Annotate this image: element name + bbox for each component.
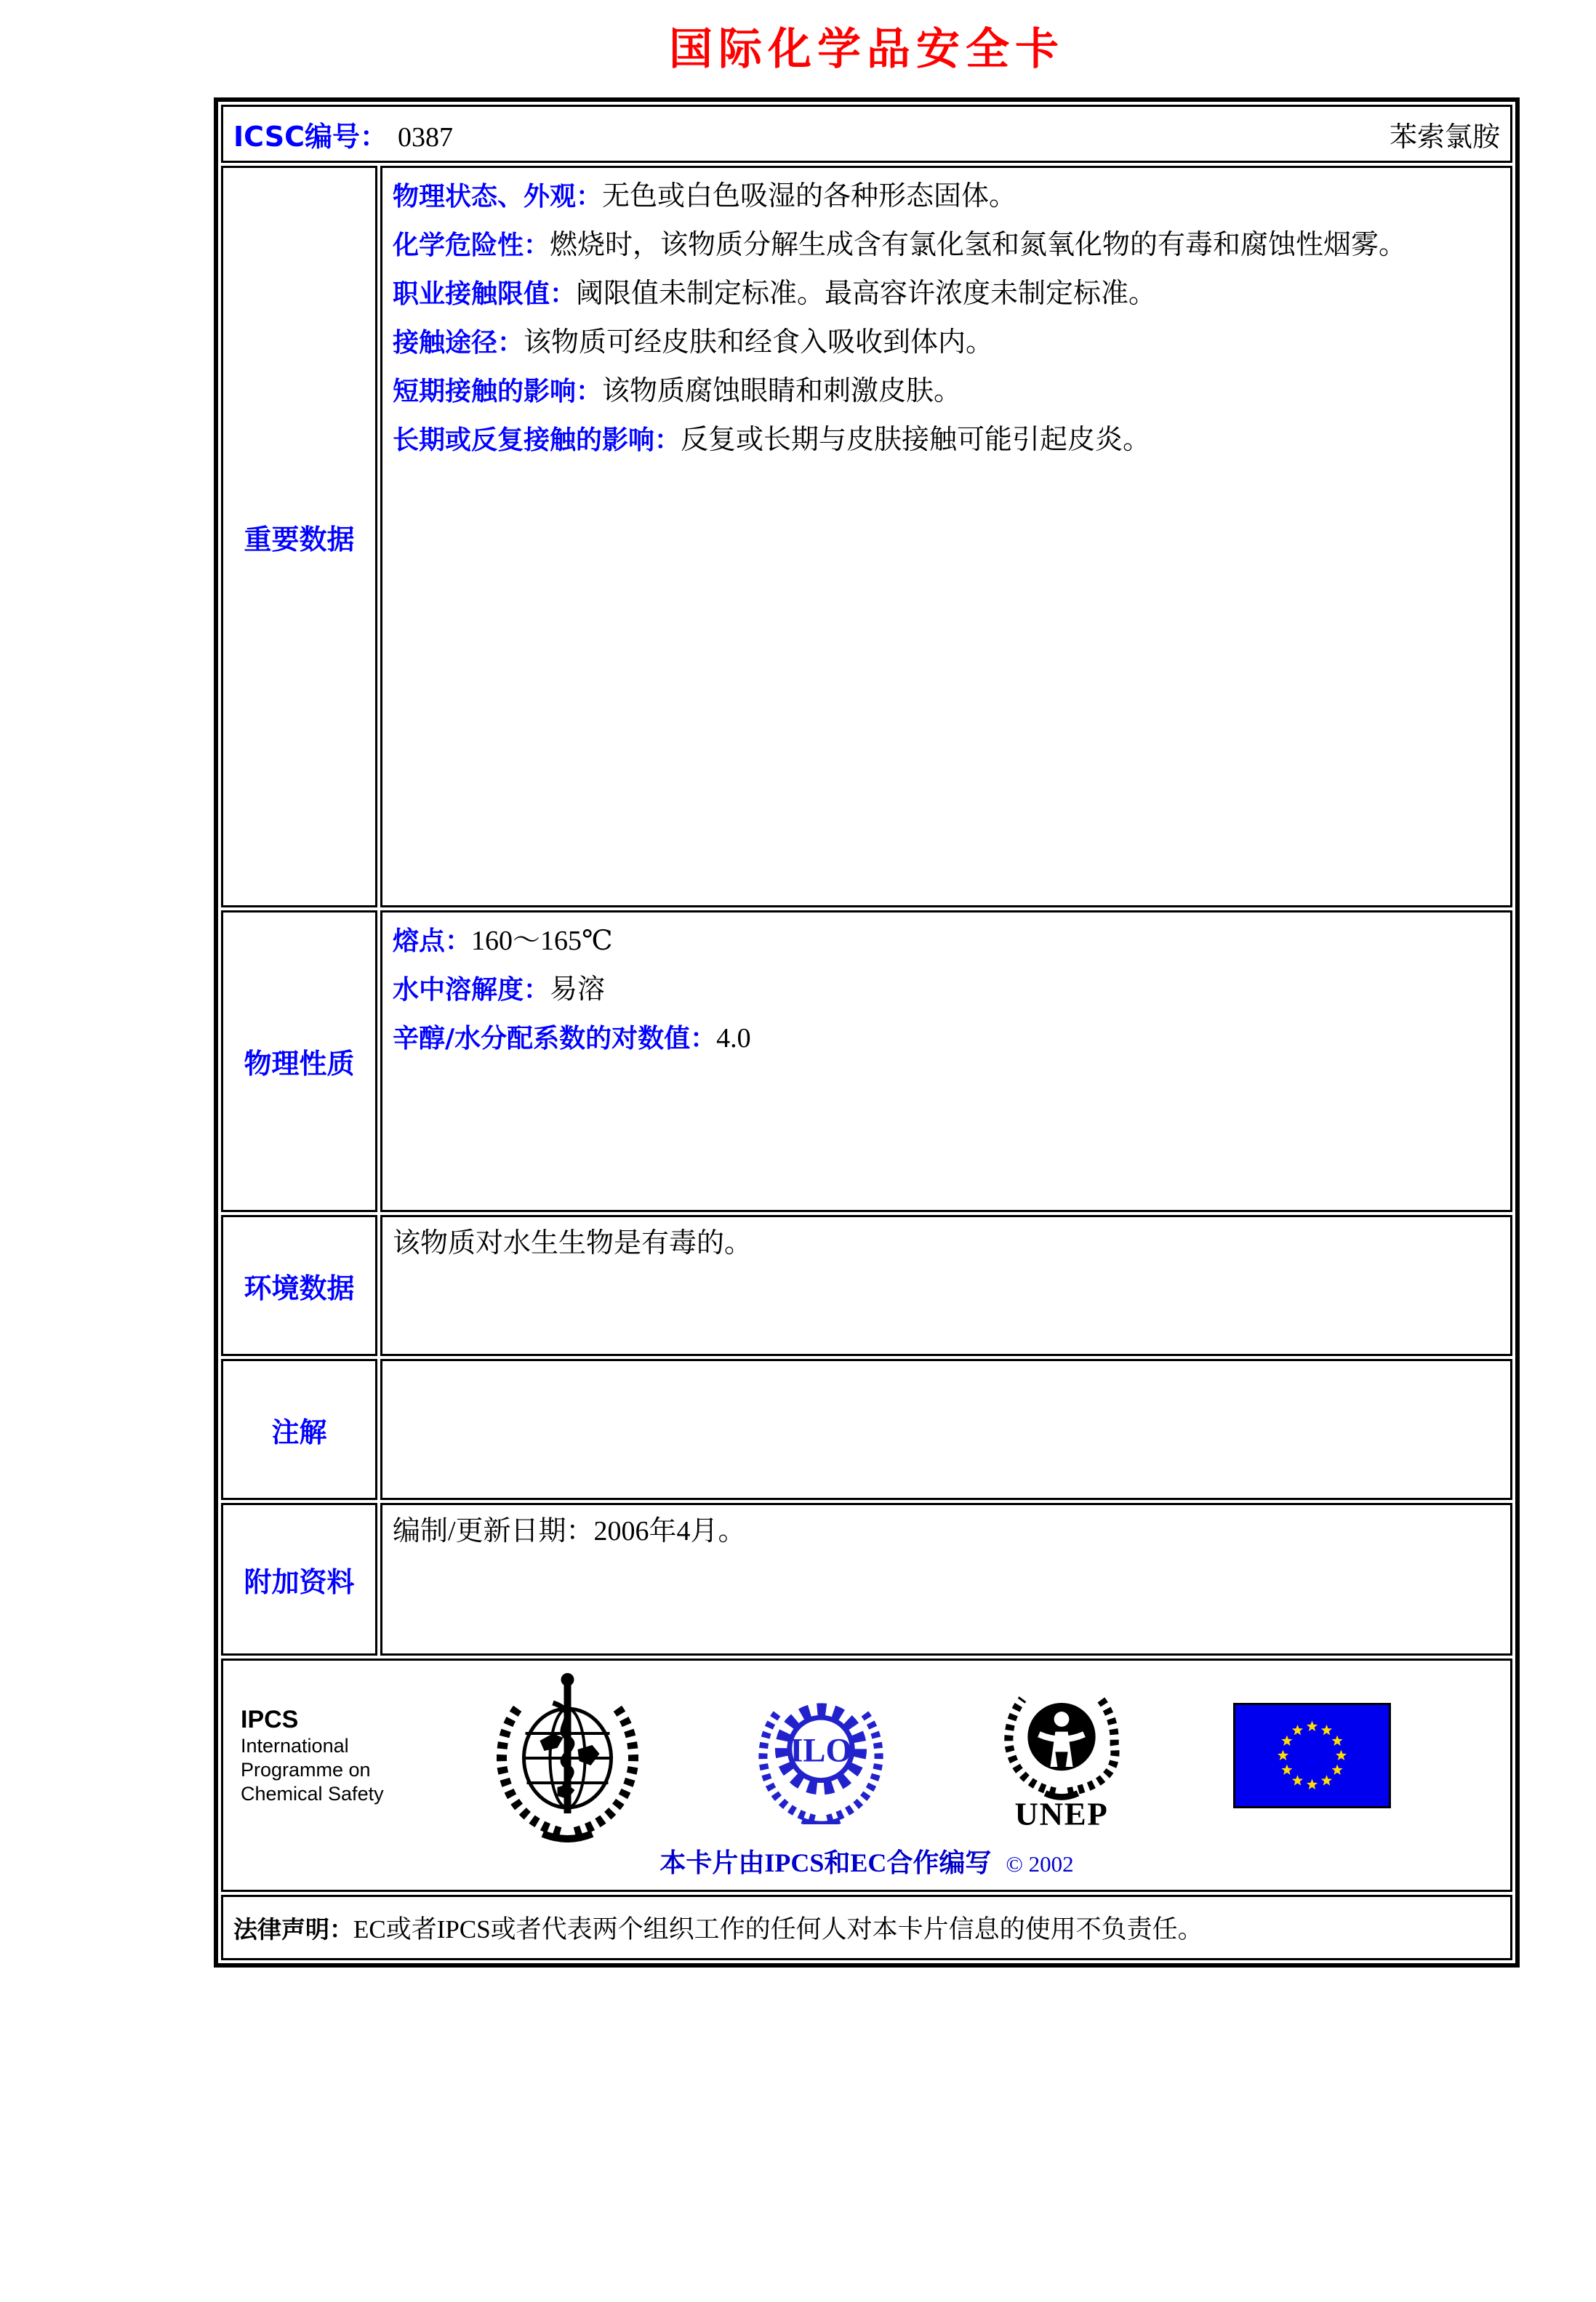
section-label-important-data: 重要数据 bbox=[221, 166, 377, 907]
icsc-number-value: 0387 bbox=[398, 121, 453, 153]
table-row bbox=[221, 1359, 1512, 1500]
ilo-letters: ILO bbox=[790, 1731, 853, 1770]
copyright-text: © 2002 bbox=[1006, 1851, 1074, 1877]
section-label-environmental-data: 环境数据 bbox=[221, 1215, 377, 1356]
logos-cell bbox=[221, 1659, 1512, 1892]
list-item bbox=[393, 318, 1500, 367]
table-row bbox=[221, 1215, 1512, 1356]
safety-card-table bbox=[214, 97, 1520, 1968]
who-logo-icon bbox=[486, 1668, 649, 1842]
icsc-header-cell bbox=[221, 105, 1512, 163]
unep-letters: UNEP bbox=[1014, 1795, 1109, 1830]
cooperation-caption bbox=[233, 1842, 1500, 1885]
ipcs-text-block bbox=[241, 1705, 384, 1806]
field-label: 物理状态、外观： bbox=[393, 182, 603, 212]
list-item bbox=[393, 917, 1500, 966]
eu-flag-icon bbox=[1233, 1703, 1391, 1808]
list-item bbox=[393, 367, 1500, 416]
safety-card-sheet bbox=[214, 0, 1520, 1968]
table-row bbox=[221, 105, 1512, 163]
list-item bbox=[393, 172, 1500, 221]
legal-cell bbox=[221, 1895, 1512, 1960]
notes-content bbox=[380, 1359, 1512, 1500]
additional-info-content bbox=[380, 1503, 1512, 1656]
table-row bbox=[221, 1659, 1512, 1892]
environmental-data-text: 该物质对水生生物是有毒的。 bbox=[393, 1228, 753, 1259]
field-value: 该物质腐蚀眼睛和刺激皮肤。 bbox=[602, 376, 962, 406]
ipcs-line2: Programme on bbox=[241, 1758, 371, 1781]
section-label-additional-info: 附加资料 bbox=[221, 1503, 377, 1656]
field-value: 该物质可经皮肤和经食入吸收到体内。 bbox=[524, 327, 994, 358]
ipcs-line1: International bbox=[241, 1734, 349, 1757]
important-data-content bbox=[380, 166, 1512, 907]
field-label: 长期或反复接触的影响： bbox=[393, 425, 681, 455]
list-item bbox=[393, 270, 1500, 318]
field-label: 接触途径： bbox=[393, 328, 524, 358]
field-value: 4.0 bbox=[716, 1023, 751, 1054]
field-label: 熔点： bbox=[393, 926, 472, 956]
ipcs-acronym: IPCS bbox=[241, 1705, 299, 1733]
field-value: 阈限值未制定标准。最高容许浓度未制定标准。 bbox=[576, 278, 1157, 309]
list-item bbox=[393, 1014, 1500, 1063]
field-label: 水中溶解度： bbox=[393, 975, 550, 1005]
environmental-data-content bbox=[380, 1215, 1512, 1356]
legal-text: EC或者IPCS或者代表两个组织工作的任何人对本卡片信息的使用不负责任。 bbox=[353, 1915, 1203, 1944]
ipcs-line3: Chemical Safety bbox=[241, 1782, 384, 1805]
ilo-logo-icon bbox=[752, 1686, 890, 1824]
field-value: 反复或长期与皮肤接触可能引起皮炎。 bbox=[681, 425, 1151, 455]
legal-label: 法律声明： bbox=[233, 1914, 353, 1944]
field-label: 短期接触的影响： bbox=[393, 377, 603, 406]
unep-logo-icon bbox=[993, 1681, 1131, 1830]
field-value: 160～165℃ bbox=[471, 926, 613, 956]
caption-text: 本卡片由IPCS和EC合作编写 bbox=[659, 1848, 992, 1877]
field-value: 易溶 bbox=[550, 974, 606, 1005]
table-row bbox=[221, 910, 1512, 1212]
list-item bbox=[393, 966, 1500, 1014]
list-item bbox=[393, 221, 1500, 270]
physical-properties-content bbox=[380, 910, 1512, 1212]
page-title: 国际化学品安全卡 bbox=[669, 24, 1064, 75]
table-row bbox=[221, 1503, 1512, 1656]
field-label: 辛醇/水分配系数的对数值： bbox=[393, 1024, 717, 1054]
field-value: 无色或白色吸湿的各种形态固体。 bbox=[602, 181, 1017, 212]
icsc-number-label: ICSC编号： bbox=[233, 120, 388, 153]
section-label-notes: 注解 bbox=[221, 1359, 377, 1500]
field-value: 燃烧时，该物质分解生成含有氯化氢和氮氧化物的有毒和腐蚀性烟雾。 bbox=[550, 230, 1407, 260]
table-row bbox=[221, 1895, 1512, 1960]
section-label-physical-properties: 物理性质 bbox=[221, 910, 377, 1212]
list-item bbox=[393, 416, 1500, 465]
field-label: 化学危险性： bbox=[393, 230, 550, 260]
table-row bbox=[221, 166, 1512, 907]
chemical-name: 苯索氯胺 bbox=[1389, 121, 1500, 153]
field-label: 职业接触限值： bbox=[393, 279, 577, 309]
additional-info-text: 编制/更新日期：2006年4月。 bbox=[393, 1516, 746, 1547]
